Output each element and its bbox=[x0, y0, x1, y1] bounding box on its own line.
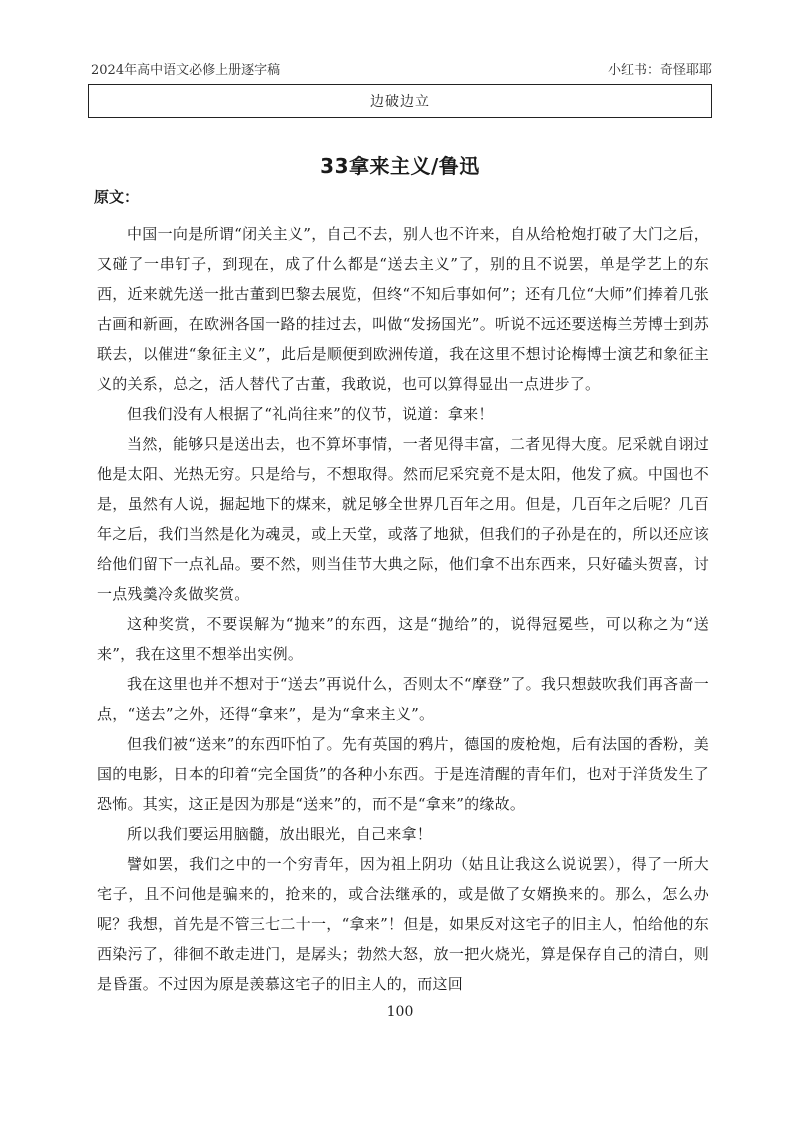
article-body bbox=[97, 219, 709, 999]
page-title: 33拿来主义/鲁迅 bbox=[320, 154, 480, 178]
section-title: 边破边立 bbox=[370, 94, 430, 110]
header-source: 小红书：奇怪耶耶 bbox=[607, 62, 712, 78]
page-number: 100 bbox=[386, 1004, 414, 1020]
header-book-title: 2024年高中语文必修上册逐字稿 bbox=[91, 62, 281, 78]
section-title-box bbox=[88, 85, 712, 118]
paragraph: 当然，能够只是送出去，也不算坏事情，一者见得丰富，二者见得大度。尼采就自诩过他是太阳、光热无穷。只是给与，不想取得。然而尼采究竟不是太阳，他发了疯。中国也不是，虽然有人说，掘起地下的煤来，就足够全世界几百年之用。但是，几百年之后呢？几百年之后，我们当然是化为魂灵，或上天堂，或落了地狱，但我们的子孙是在的，所以还应该给他们留下一点礼品。要不然，则当佳节大典之际，他们拿不出东西来，只好磕头贺喜，讨一点残羹冷炙做奖赏。 bbox=[97, 435, 709, 603]
paragraph: 我在这里也并不想对于“送去”再说什么，否则太不“摩登”了。我只想鼓吹我们再吝啬一点，“送去”之外，还得“拿来”，是为“拿来主义”。 bbox=[97, 675, 709, 723]
paragraph: 譬如罢，我们之中的一个穷青年，因为祖上阴功（姑且让我这么说说罢），得了一所大宅子，且不问他是骗来的，抢来的，或合法继承的，或是做了女婿换来的。那么，怎么办呢？我想，首先是不管三七二十一，“拿来”！但是，如果反对这宅子的旧主人，怕给他的东西染污了，徘徊不敢走进门，是孱头；勃然大怒，放一把火烧光，算是保存自己的清白，则是昏蛋。不过因为原是羡慕这宅子的旧主人的，而这回 bbox=[97, 855, 709, 993]
paragraph: 这种奖赏，不要误解为“抛来”的东西，这是“抛给”的，说得冠冕些，可以称之为“送来”，我在这里不想举出实例。 bbox=[97, 615, 709, 663]
running-header bbox=[91, 58, 712, 78]
paragraph: 但我们被“送来”的东西吓怕了。先有英国的鸦片，德国的废枪炮，后有法国的香粉，美国的电影，日本的印着“完全国货”的各种小东西。于是连清醒的青年们，也对于洋货发生了恐怖。其实，这正是因为那是“送来”的，而不是“拿来”的缘故。 bbox=[97, 735, 709, 813]
paragraph: 所以我们要运用脑髓，放出眼光，自己来拿！ bbox=[127, 825, 433, 843]
paragraph: 中国一向是所谓“闭关主义”，自己不去，别人也不许来，自从给枪炮打破了大门之后，又碰了一串钉子，到现在，成了什么都是“送去主义”了，别的且不说罢，单是学艺上的东西，近来就先送一批古董到巴黎去展览，但终“不知后事如何”；还有几位“大师”们捧着几张古画和新画，在欧洲各国一路的挂过去，叫做“发扬国光”。听说不远还要送梅兰芳博士到苏联去，以催进“象征主义”，此后是顺便到欧洲传道，我在这里不想讨论梅博士演艺和象征主义的关系，总之，活人替代了古董，我敢说，也可以算得显出一点进步了。 bbox=[97, 225, 709, 393]
paragraph: 但我们没有人根据了“礼尚往来”的仪节，说道：拿来！ bbox=[127, 405, 494, 423]
original-text-label: 原文： bbox=[94, 188, 140, 206]
